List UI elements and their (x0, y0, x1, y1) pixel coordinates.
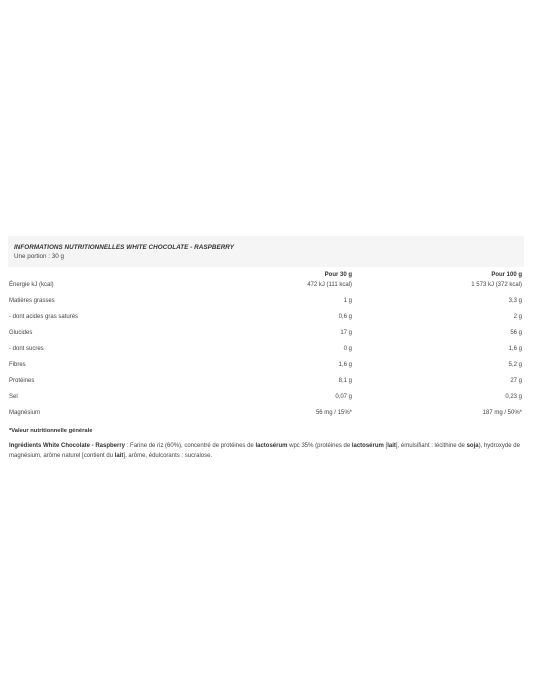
nutrition-panel (8, 236, 524, 461)
allergen-highlight: soja (466, 443, 479, 449)
allergen-highlight: lait (114, 452, 124, 459)
table-row (8, 362, 524, 378)
footnote: *Valeur nutritionnelle générale (9, 428, 93, 434)
value-per-30g: 0 g (343, 346, 352, 352)
value-per-100g: 3,3 g (508, 298, 522, 304)
allergen-highlight: lactosérum (351, 443, 384, 449)
table-row (8, 378, 524, 394)
table-row (8, 346, 524, 362)
nutrient-label: Énergie kJ (kcal) (9, 282, 54, 288)
nutrient-label: Sel (9, 394, 18, 400)
nutrient-label: Protéines (9, 378, 35, 384)
allergen-highlight: lactosérum (255, 443, 288, 449)
column-header-nutrient (8, 267, 180, 282)
value-per-30g: 1,6 g (338, 362, 352, 368)
value-per-30g: 17 g (340, 330, 352, 336)
ingredient-text: : Farine de riz (60%), concentré de protéines de (125, 443, 256, 449)
nutrient-label: Magnésium (9, 410, 41, 416)
value-per-30g: 0,6 g (338, 314, 352, 320)
value-per-30g: 1 g (343, 298, 352, 304)
ingredient-text: wpc 35% (protéines de (287, 443, 352, 449)
nutrition-table (8, 267, 524, 426)
portion-size: Une portion : 30 g (14, 253, 65, 260)
value-per-30g: 8,1 g (338, 378, 352, 384)
value-per-100g: 56 g (510, 330, 522, 336)
table-row (8, 394, 524, 410)
value-per-100g: 1 573 kJ (372 kcal) (471, 282, 522, 288)
table-row (8, 410, 524, 426)
ingredient-text: ), hydroxyde de magnésium, arôme naturel [contient du (9, 443, 520, 459)
allergen-highlight: lait (387, 443, 396, 449)
column-header-per-100g: Pour 100 g (491, 271, 522, 278)
nutrient-label: - dont acides gras saturés (9, 314, 79, 320)
nutrient-label: Matières grasses (9, 298, 55, 304)
table-header-row (8, 267, 524, 282)
table-row (8, 314, 524, 330)
table-row (8, 282, 524, 298)
value-per-100g: 187 mg / 50%* (482, 410, 522, 416)
ingredients-text (8, 442, 524, 461)
nutrient-label: Glucides (9, 330, 33, 336)
value-per-100g: 27 g (510, 378, 522, 384)
value-per-100g: 2 g (513, 314, 522, 320)
table-body (8, 282, 524, 426)
value-per-100g: 1,6 g (508, 346, 522, 352)
table-row (8, 330, 524, 346)
column-header-per-30g: Pour 30 g (324, 271, 352, 278)
nutrient-label: - dont sucres (9, 346, 44, 352)
ingredients-label: Ingrédients White Chocolate - Raspberry (9, 443, 126, 449)
value-per-30g: 472 kJ (111 kcal) (307, 282, 352, 288)
ingredient-text: [ (383, 443, 388, 449)
value-per-30g: 0,07 g (335, 394, 352, 400)
value-per-100g: 0,23 g (505, 394, 522, 400)
ingredient-text: ], arôme, édulcorants : sucralose. (123, 452, 213, 459)
value-per-30g: 56 mg / 15%* (315, 410, 352, 416)
nutrient-label: Fibres (9, 362, 26, 368)
table-row (8, 298, 524, 314)
nutrition-title: INFORMATIONS NUTRITIONNELLES WHITE CHOCOLATE - RASPBERRY (14, 244, 235, 251)
nutrition-header (8, 236, 524, 267)
ingredient-text: ], émulsifiant : lécithine de (395, 443, 467, 449)
value-per-100g: 5,2 g (508, 362, 522, 368)
